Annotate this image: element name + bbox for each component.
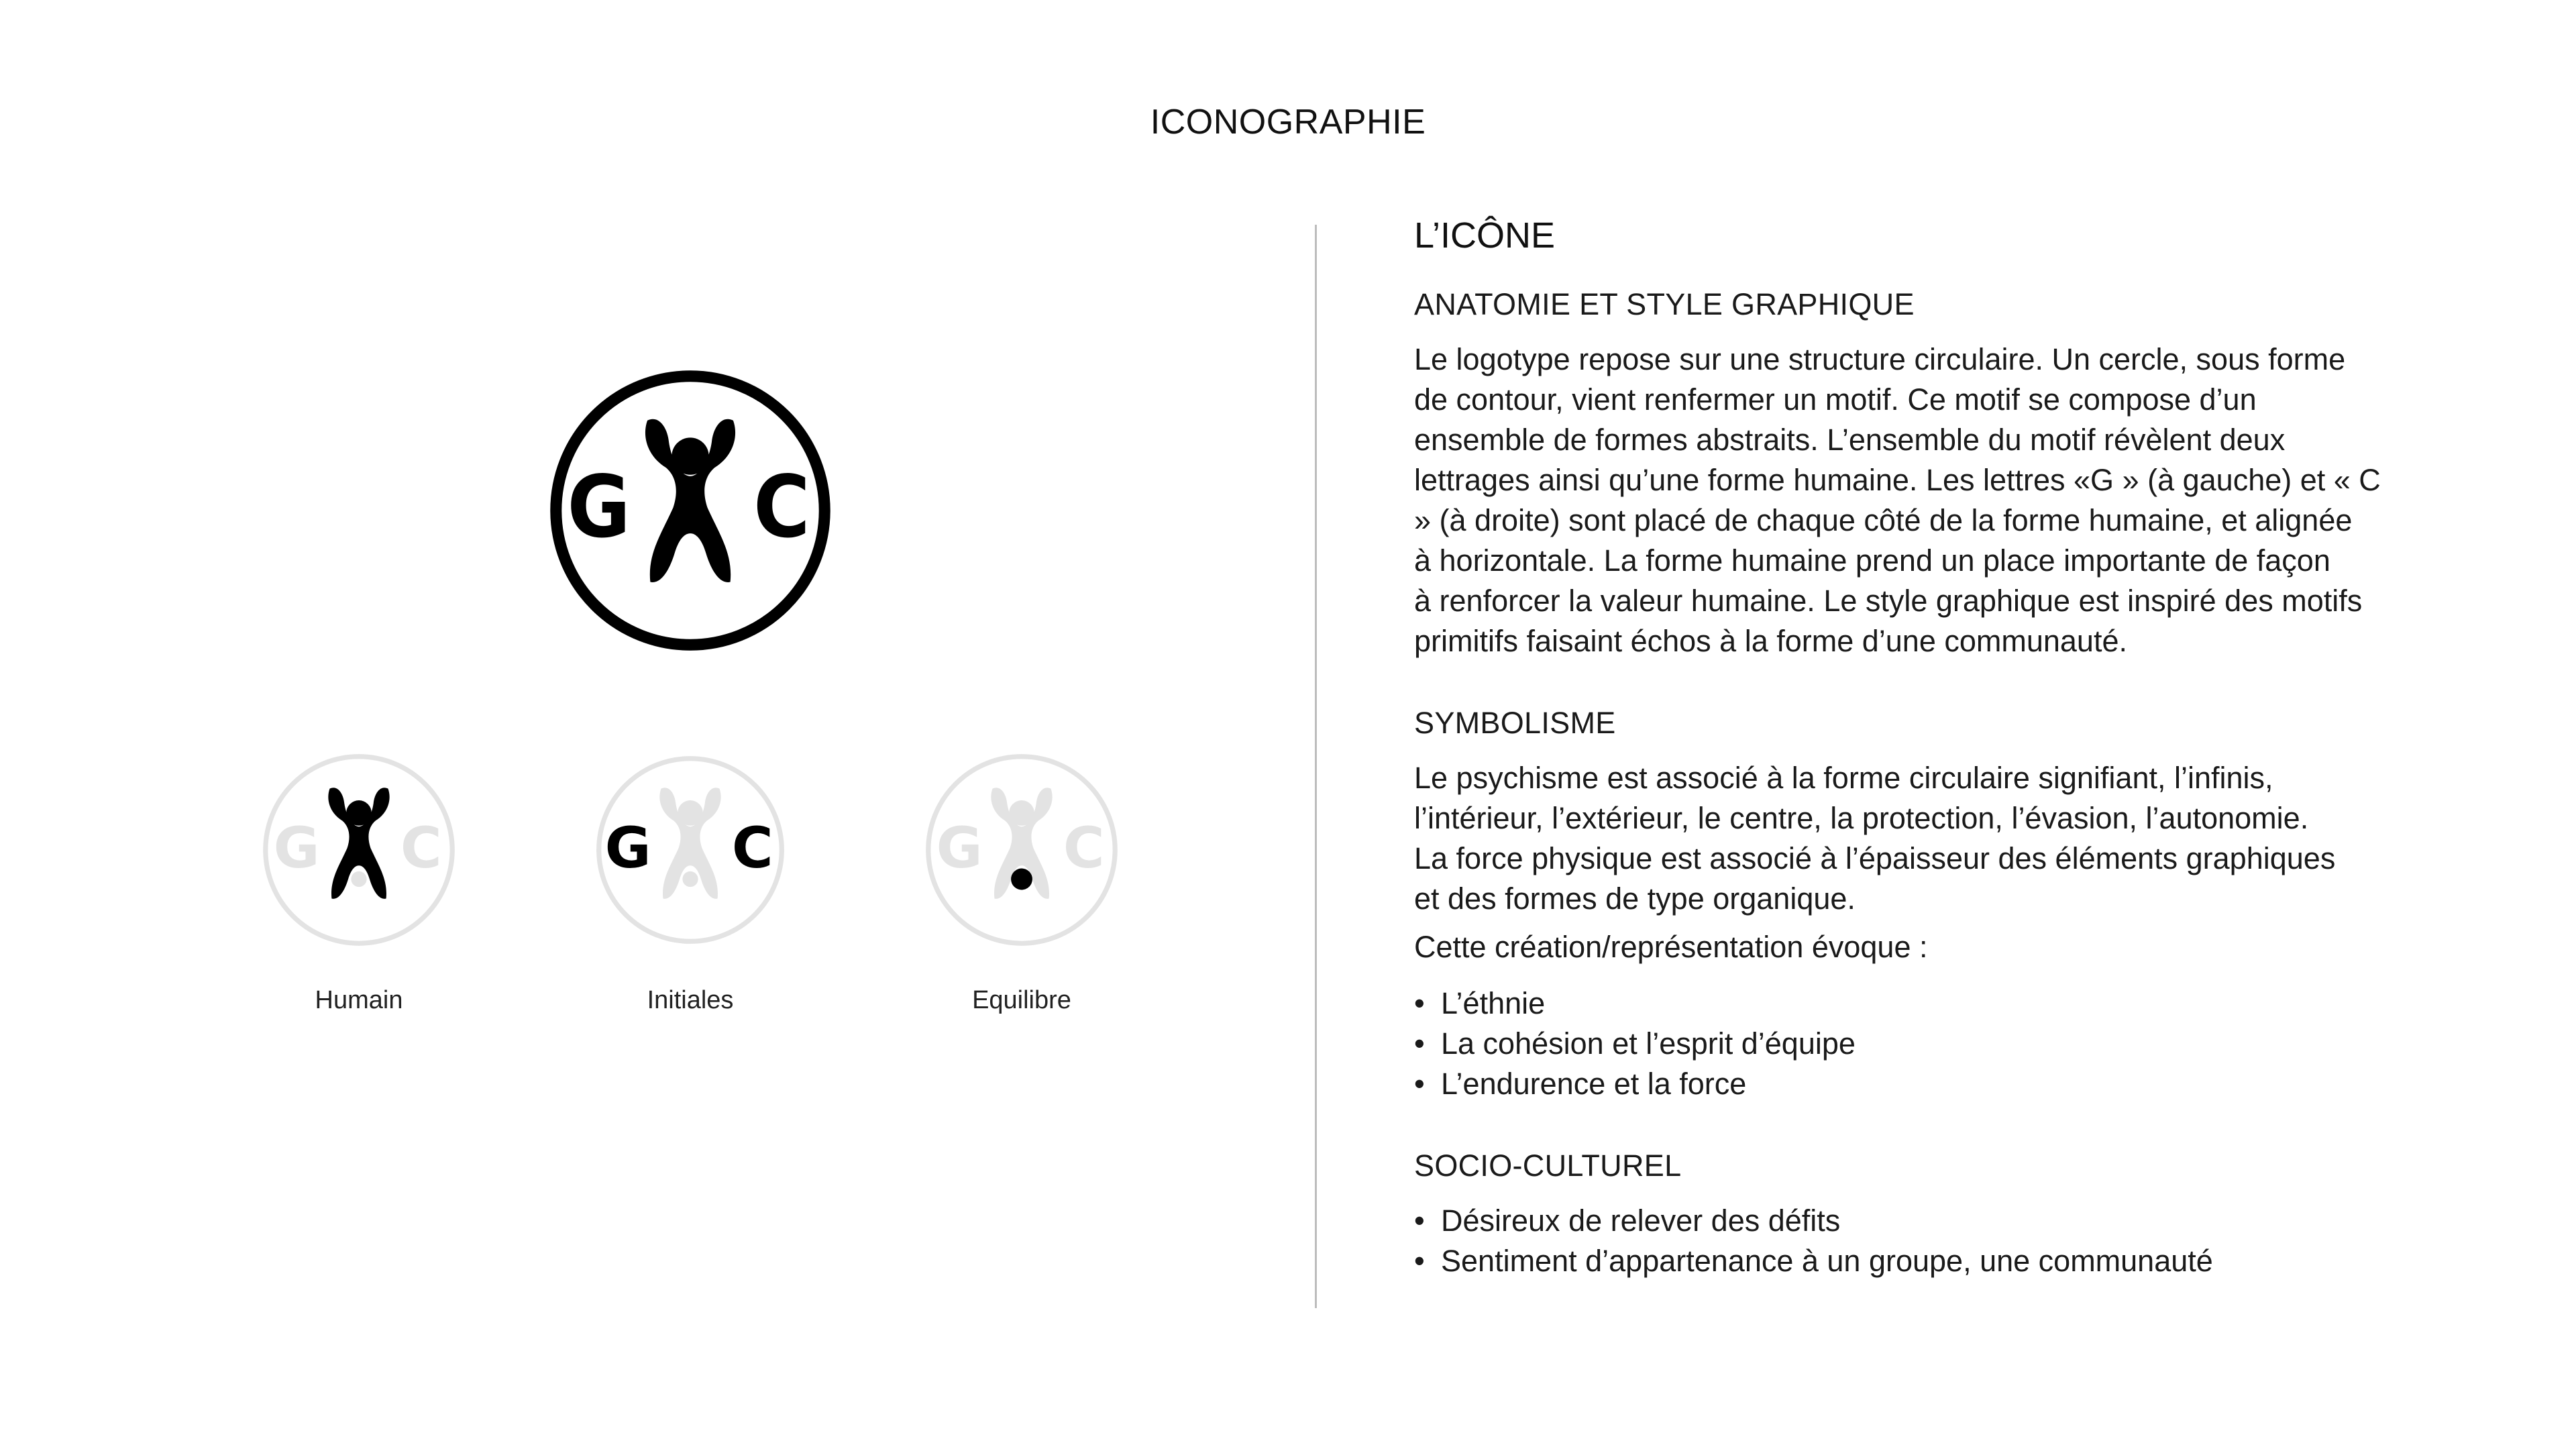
svg-text:C: C bbox=[1063, 815, 1105, 881]
gc-logo-icon bbox=[547, 368, 833, 653]
svg-text:C: C bbox=[731, 815, 773, 881]
list-item: • L’endurence et la force bbox=[1414, 1064, 2447, 1104]
list-item: • Désireux de relever des défits bbox=[1414, 1201, 2447, 1241]
evokes-label: Cette création/représentation évoque : bbox=[1414, 930, 1928, 964]
section-title: L’ICÔNE bbox=[1414, 215, 1556, 256]
svg-text:C: C bbox=[400, 815, 442, 881]
page-title: ICONOGRAPHIE bbox=[1150, 103, 1426, 142]
variant-equilibre bbox=[921, 753, 1122, 1015]
svg-text:G: G bbox=[273, 815, 320, 881]
svg-text:G: G bbox=[567, 457, 631, 557]
gc-logo-dot-icon bbox=[924, 753, 1119, 947]
anatomy-paragraph: Le logotype repose sur une structure circulaire. Un cercle, sous forme de contour, vient renfermer un motif. Ce motif se compose d’un ensemble de formes abstraits. L’ensemble du motif révèlent deux lettrages ainsi qu’une forme humaine. Les lettres «G » (à gauche) et « C » (à droite) sont placé de chaque côté de la forme humaine, et alignée à horizontale. La forme humaine prend un place importante de façon à renforcer la valeur humaine. Le style graphique est inspiré des motifs primitifs faisaint échos à la forme d’une communauté. bbox=[1414, 342, 2381, 658]
symbolism-paragraph: Le psychisme est associé à la forme circulaire signifiant, l’infinis, l’intérieur, l’extérieur, le centre, la protection, l’évasion, l’autonomie. La force physique est associé à l’épaisseur des éléments graphiques et des formes de type organique. bbox=[1414, 761, 2336, 916]
variant-initiales bbox=[590, 753, 791, 1015]
svg-text:G: G bbox=[604, 815, 651, 881]
socio-heading: SOCIO-CULTUREL bbox=[1414, 1148, 1682, 1183]
gc-logo-human-icon bbox=[262, 753, 456, 947]
list-item: • L’éthnie bbox=[1414, 983, 2447, 1024]
symbolism-heading: SYMBOLISME bbox=[1414, 706, 1616, 740]
gc-logo-letters-icon bbox=[593, 753, 788, 947]
variant-humain bbox=[258, 753, 460, 1015]
list-item: • Sentiment d’appartenance à un groupe, une communauté bbox=[1414, 1241, 2447, 1281]
description-column bbox=[1414, 215, 2447, 1281]
list-item: • La cohésion et l’esprit d’équipe bbox=[1414, 1024, 2447, 1064]
variant-label: Humain bbox=[315, 986, 403, 1014]
svg-text:G: G bbox=[936, 815, 983, 881]
column-divider bbox=[1315, 225, 1317, 1308]
variant-label: Equilibre bbox=[972, 986, 1071, 1014]
svg-text:C: C bbox=[753, 457, 810, 557]
socio-list bbox=[1414, 1201, 2447, 1281]
anatomy-heading: ANATOMIE ET STYLE GRAPHIQUE bbox=[1414, 287, 1915, 321]
variant-label: Initiales bbox=[647, 986, 734, 1014]
evokes-list bbox=[1414, 983, 2447, 1104]
